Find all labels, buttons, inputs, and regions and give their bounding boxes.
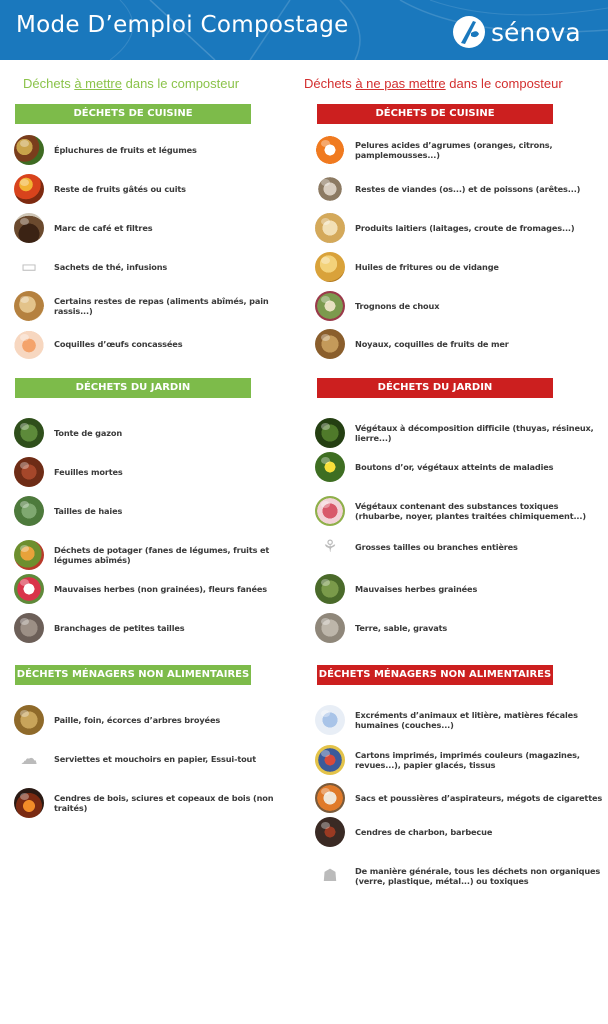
right-list-item (315, 213, 605, 243)
right-item-label: Grosses tailles ou branches entières (355, 541, 518, 552)
twigs-icon (14, 613, 44, 643)
forbidden-heading-part-1: Déchets (304, 76, 356, 91)
eggshell-icon (14, 329, 44, 359)
right-list-item (315, 291, 605, 321)
right-list-item (315, 418, 605, 448)
tea-bag-icon (14, 252, 44, 282)
tissue-icon-glyph: ☁ (20, 749, 38, 768)
right-item-label: Excréments d’animaux et litière, matières fécales humaines (couches...) (355, 709, 578, 730)
grass-icon (14, 418, 44, 448)
right-item-label: Cendres de charbon, barbecue (355, 826, 493, 837)
right-list-item (315, 705, 605, 735)
left-item-label: Mauvaises herbes (non grainées), fleurs fanées (54, 583, 267, 594)
left-item-label: Coquilles d’œufs concassées (54, 338, 183, 349)
right-item-label: De manière générale, tous les déchets non organiques (verre, plastique, métal...) ou toxiques (355, 865, 601, 886)
litter-icon (315, 705, 345, 735)
forbidden-heading-emphasis: à ne pas mettre (355, 76, 446, 91)
left-item-label: Feuilles mortes (54, 466, 123, 477)
right-list-item (315, 329, 605, 359)
right-item-label: Sacs et poussières d’aspirateurs, mégots de cigarettes (355, 792, 603, 803)
weeds-icon (315, 574, 345, 604)
right-section-title: DÉCHETS DE CUISINE (317, 104, 553, 124)
forbidden-heading (304, 76, 563, 91)
conifer-icon (315, 418, 345, 448)
vegetable-peel-icon (14, 135, 44, 165)
bread-icon (14, 291, 44, 321)
branch-icon (315, 532, 345, 562)
right-item-label: Produits laitiers (laitages, croute de fromages...) (355, 222, 575, 233)
gravel-icon (315, 613, 345, 643)
left-list-item (14, 213, 294, 243)
cabbage-icon (315, 291, 345, 321)
right-item-label: Terre, sable, gravats (355, 622, 448, 633)
left-list-item (14, 574, 294, 604)
flowers-icon (14, 574, 44, 604)
fruit-icon (14, 174, 44, 204)
left-list-item (14, 540, 294, 570)
left-item-label: Branchages de petites tailles (54, 622, 185, 633)
left-list-item (14, 291, 294, 321)
allowed-heading-part-3: dans le composteur (122, 76, 240, 91)
left-item-label: Cendres de bois, sciures et copeaux de bois (non traités) (54, 792, 274, 813)
forbidden-heading-part-3: dans le composteur (445, 76, 563, 91)
bottles-icon-glyph: ☗ (322, 866, 338, 885)
dairy-icon (315, 213, 345, 243)
cigarette-icon (315, 783, 345, 813)
fish-bone-icon (315, 174, 345, 204)
right-item-label: Noyaux, coquilles de fruits de mer (355, 338, 509, 349)
left-section-title: DÉCHETS MÉNAGERS NON ALIMENTAIRES (15, 665, 251, 685)
right-item-label: Restes de viandes (os...) et de poissons (arêtes...) (355, 183, 581, 194)
left-list-item (14, 613, 294, 643)
page-title: Mode D’emploi Compostage (16, 12, 349, 38)
tea-bag-icon-glyph: ▭ (20, 257, 38, 276)
left-list-item (14, 418, 294, 448)
right-item-label: Végétaux à décomposition difficile (thuyas, résineux, lierre...) (355, 422, 594, 443)
left-list-item (14, 135, 294, 165)
left-list-item (14, 788, 294, 818)
left-item-label: Certains restes de repas (aliments abîmés, pain rassis...) (54, 295, 269, 316)
left-list-item (14, 744, 294, 774)
left-item-label: Reste de fruits gâtés ou cuits (54, 183, 186, 194)
right-item-label: Trognons de choux (355, 300, 440, 311)
hedge-icon (14, 496, 44, 526)
left-list-item (14, 496, 294, 526)
bottles-icon (315, 861, 345, 891)
allowed-heading-part-1: Déchets (23, 76, 75, 91)
left-item-label: Paille, foin, écorces d’arbres broyées (54, 714, 221, 725)
garden-vegetables-icon (14, 540, 44, 570)
senova-logo (452, 15, 581, 49)
left-list-item (14, 174, 294, 204)
right-section-title: DÉCHETS DU JARDIN (317, 378, 553, 398)
right-list-item (315, 861, 605, 891)
left-item-label: Tonte de gazon (54, 427, 123, 438)
rhubarb-icon (315, 496, 345, 526)
citrus-peel-icon (315, 135, 345, 165)
right-list-item (315, 135, 605, 165)
right-list-item (315, 574, 605, 604)
right-list-item (315, 174, 605, 204)
magazines-icon (315, 745, 345, 775)
senova-logo-icon (452, 15, 486, 49)
coffee-grounds-icon (14, 213, 44, 243)
left-item-label: Épluchures de fruits et légumes (54, 144, 197, 155)
left-item-label: Serviettes et mouchoirs en papier, Essui-tout (54, 753, 257, 764)
left-item-label: Marc de café et filtres (54, 222, 153, 233)
wood-fire-icon (14, 788, 44, 818)
right-list-item (315, 496, 605, 526)
right-item-label: Huiles de fritures ou de vidange (355, 261, 499, 272)
right-item-label: Mauvaises herbes grainées (355, 583, 478, 594)
charcoal-icon (315, 817, 345, 847)
right-list-item (315, 817, 605, 847)
left-list-item (14, 457, 294, 487)
nuts-icon (315, 329, 345, 359)
page-header (0, 0, 608, 60)
dead-leaves-icon (14, 457, 44, 487)
left-section-title: DÉCHETS DU JARDIN (15, 378, 251, 398)
right-list-item (315, 613, 605, 643)
tissue-icon (14, 744, 44, 774)
right-list-item (315, 745, 605, 775)
left-item-label: Tailles de haies (54, 505, 123, 516)
right-item-label: Végétaux contenant des substances toxiques (rhubarbe, noyer, plantes traitées chimiquement...) (355, 500, 586, 521)
right-list-item (315, 532, 605, 562)
right-list-item (315, 783, 605, 813)
left-item-label: Sachets de thé, infusions (54, 261, 168, 272)
right-item-label: Boutons d’or, végétaux atteints de maladies (355, 461, 554, 472)
left-item-label: Déchets de potager (fanes de légumes, fruits et légumes abîmés) (54, 544, 270, 565)
straw-icon (14, 705, 44, 735)
left-list-item (14, 252, 294, 282)
buttercup-icon (315, 452, 345, 482)
right-list-item (315, 452, 605, 482)
right-item-label: Pelures acides d’agrumes (oranges, citrons, pamplemousses...) (355, 139, 553, 160)
allowed-heading (23, 76, 239, 91)
oil-icon (315, 252, 345, 282)
right-item-label: Cartons imprimés, imprimés couleurs (magazines, revues...), papier glacés, tissus (355, 749, 580, 770)
right-list-item (315, 252, 605, 282)
left-section-title: DÉCHETS DE CUISINE (15, 104, 251, 124)
left-list-item (14, 705, 294, 735)
logo-text: sénova (491, 17, 581, 47)
allowed-heading-emphasis: à mettre (74, 76, 122, 91)
right-section-title: DÉCHETS MÉNAGERS NON ALIMENTAIRES (317, 665, 553, 685)
left-list-item (14, 329, 294, 359)
branch-icon-glyph: ⚘ (322, 537, 338, 556)
